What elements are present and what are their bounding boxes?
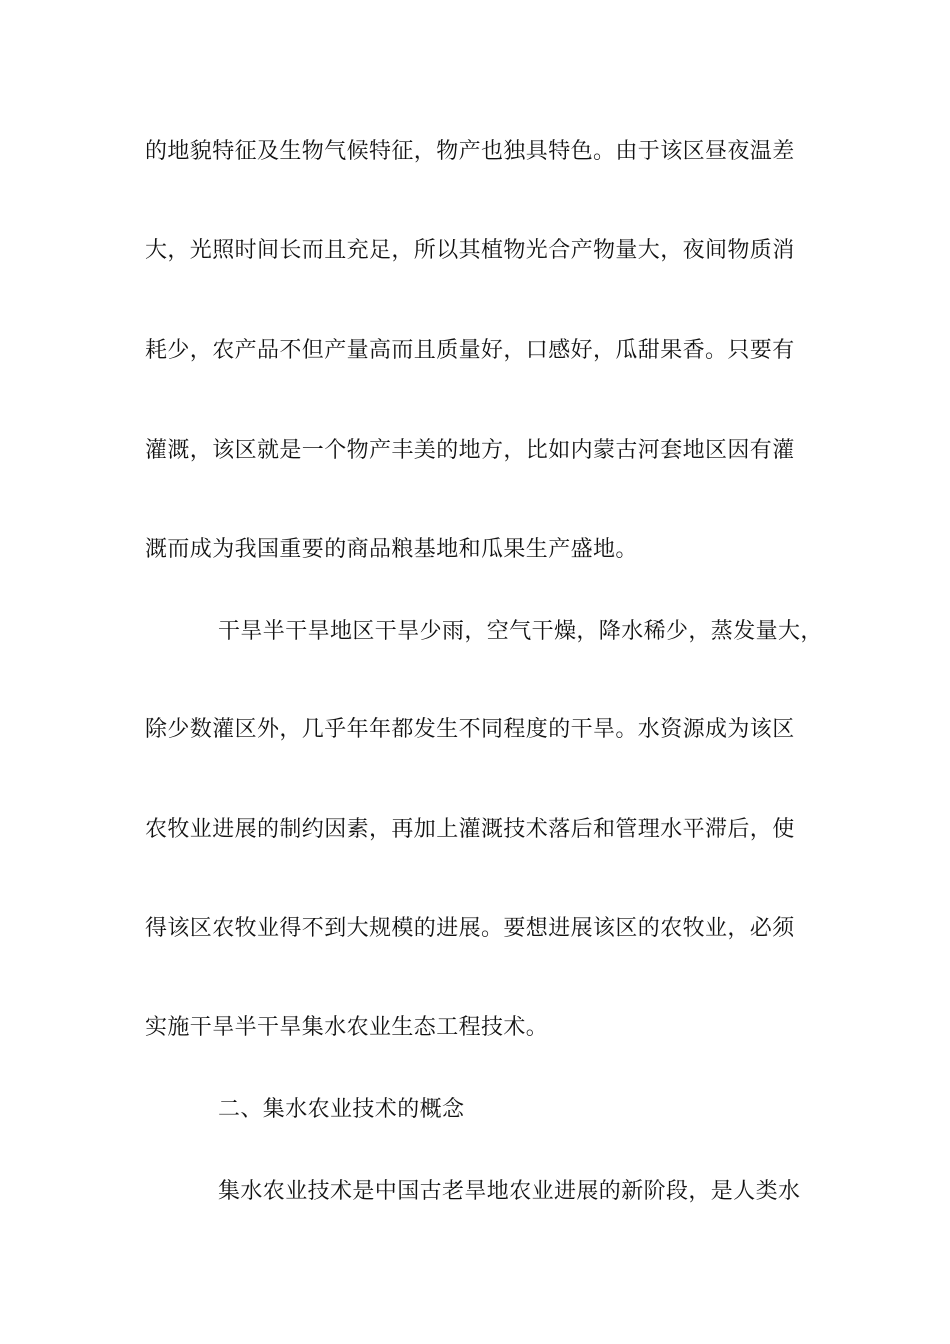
paragraph-start-line: 干旱半干旱地区干旱少雨，空气干燥，降水稀少，蒸发量大， bbox=[218, 619, 823, 644]
paragraph-start-line-2: 集水农业技术是中国古老旱地农业进展的新阶段，是人类水 bbox=[218, 1179, 801, 1204]
text-line-8: 农牧业进展的制约因素，再加上灌溉技术落后和管理水平滞后，使 bbox=[145, 817, 795, 842]
text-line-3: 耗少，农产品不但产量高而且质量好，口感好，瓜甜果香。只要有 bbox=[145, 338, 795, 363]
text-line-7: 除少数灌区外，几乎年年都发生不同程度的干旱。水资源成为该区 bbox=[145, 717, 795, 742]
section-heading: 二、集水农业技术的概念 bbox=[218, 1097, 465, 1122]
text-line-1: 的地貌特征及生物气候特征，物产也独具特色。由于该区昼夜温差 bbox=[145, 139, 795, 164]
text-line-5: 溉而成为我国重要的商品粮基地和瓜果生产盛地。 bbox=[145, 537, 638, 562]
text-line-10: 实施干旱半干旱集水农业生态工程技术。 bbox=[145, 1015, 549, 1040]
text-line-4: 灌溉，该区就是一个物产丰美的地方，比如内蒙古河套地区因有灌 bbox=[145, 438, 795, 463]
text-line-9: 得该区农牧业得不到大规模的进展。要想进展该区的农牧业，必须 bbox=[145, 916, 795, 941]
text-line-2: 大，光照时间长而且充足，所以其植物光合产物量大，夜间物质消 bbox=[145, 238, 795, 263]
